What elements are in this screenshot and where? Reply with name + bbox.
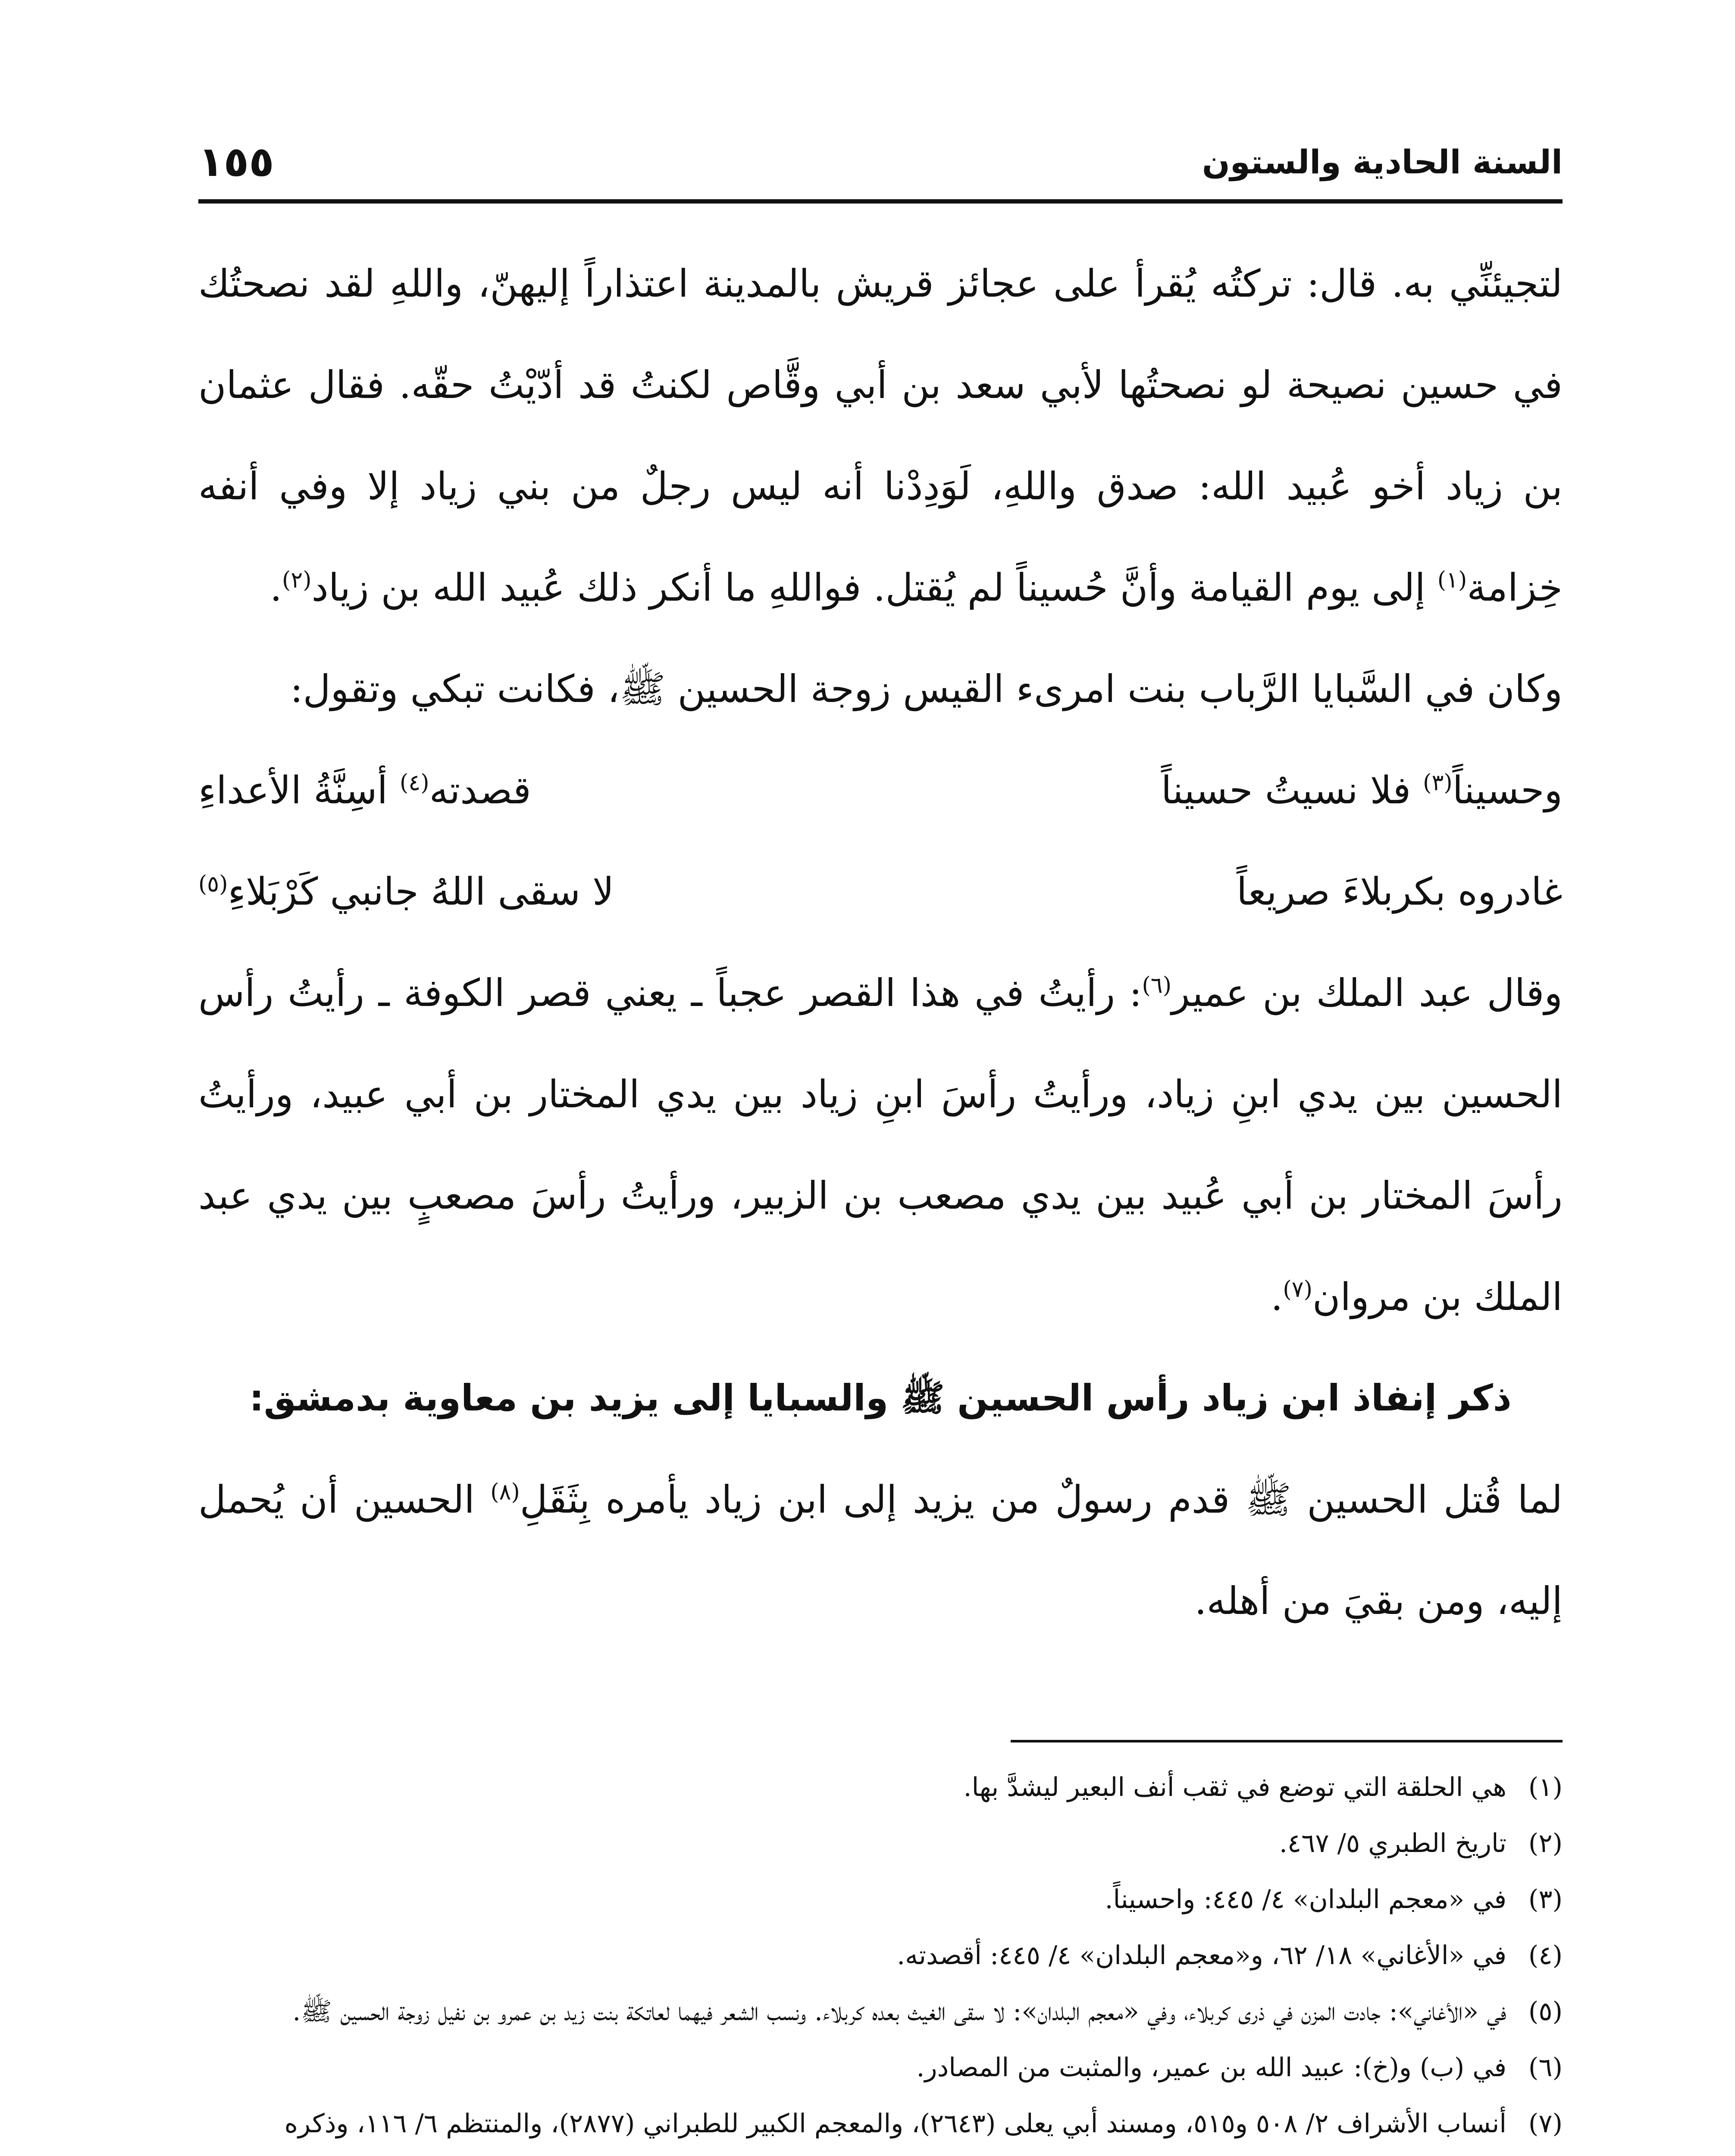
footnote — [198, 1759, 1563, 1815]
page-header — [198, 129, 1563, 194]
text-segment: : رأيتُ في هذا القصر عجباً ـ يعني قصر الكوفة ـ رأيتُ رأس الحسين بين يدي ابنِ زياد، ورأيتُ رأسَ ابنِ زياد بين يدي المختار بن أبي عبيد، ورأيتُ رأسَ المختار بن أبي عُبيد بين يدي مصعب بن الزبير، ورأيتُ رأسَ مصعبٍ بين يدي عبد الملك بن مروان — [198, 971, 1563, 1319]
text-segment: لتجيئنِّي به. قال: تركتُه يُقرأ على عجائز قريش بالمدينة اعتذاراً إليهنّ، واللهِ لقد نصحتُك في حسين نصيحة لو نصحتُها لأبي سعد بن أبي وقَّاص لكنتُ قد أدّيْتُ حقّه. فقال عثمان بن زياد أخو عُبيد الله: صدق واللهِ، لَوَدِدْنا أنه ليس رجلٌ من بني زياد إلا وفي أنفه خِزامة — [198, 261, 1563, 610]
footnote-number: (١) — [1528, 1772, 1563, 1802]
text-segment: لما قُتل الحسين ﷺ قدم رسولٌ من يزيد إلى ابن زياد يأمره بِثَقَلِ — [520, 1477, 1563, 1522]
footnote-text: في (ب) و(خ): عبيد الله بن عمير، والمثبت من المصادر. — [916, 2053, 1506, 2083]
poem-verse — [198, 740, 1563, 841]
footnote-number: (٤) — [1528, 1940, 1563, 1971]
footnotes — [198, 1759, 1563, 2156]
footnote-number: (٣) — [1528, 1884, 1563, 1915]
main-text — [198, 233, 1563, 1651]
text-segment: قصدته — [429, 768, 531, 812]
footnote-text: تاريخ الطبري ٥/ ٤٦٧. — [1279, 1828, 1506, 1858]
footnote-text: أنساب الأشراف ٢/ ٥٠٨ و٥١٥، ومسند أبي يعلى (٢٦٤٣)، والمعجم الكبير للطبراني (٢٨٧٧)، والمنتظم ٦/ ١١٦، وذكره — [284, 2109, 1506, 2139]
footnote-marker: (٥) — [198, 871, 228, 897]
footnote-rule — [1011, 1740, 1563, 1742]
paragraph-group — [198, 942, 1563, 1348]
footnote — [198, 1927, 1563, 1984]
paragraph-group — [198, 1449, 1563, 1651]
text-segment: وقال عبد الملك بن عمير — [1171, 971, 1563, 1015]
running-title: السنة الحادية والستون — [1202, 142, 1563, 181]
hemistich-second — [198, 740, 826, 841]
hemistich-first — [935, 841, 1563, 942]
footnote-marker: (٨) — [490, 1479, 520, 1505]
footnote-number: (٥) — [1528, 1996, 1563, 2027]
footnote — [198, 1984, 1563, 2040]
footnote-text: هي الحلقة التي توضع في ثقب أنف البعير ليشدَّ بها. — [963, 1772, 1506, 1802]
poem-verse — [198, 841, 1563, 942]
footnote — [198, 1871, 1563, 1927]
footnote-marker: (١) — [1437, 567, 1467, 593]
poem — [198, 740, 1563, 942]
text-segment: إلى يوم القيامة وأنَّ حُسيناً لم يُقتل. فواللهِ ما أنكر ذلك عُبيد الله بن زياد — [311, 565, 1437, 610]
hemistich-second — [198, 841, 826, 942]
text-segment: غادروه بكربلاءَ صريعاً — [1236, 869, 1563, 914]
text-segment: لا سقى اللهُ جانبي كَرْبَلاءِ — [228, 869, 614, 914]
footnote-text: في «الأغاني»: جادت المزن في ذرى كربلاء، وفي «معجم البلدان»: لا سقى الغيث بعده كربلاء. ونسب الشعر فيهما لعاتكة بنت زيد بن عمرو بن نفيل زوجة الحسين ﷺ. — [292, 1996, 1506, 2027]
hemistich-first — [935, 740, 1563, 841]
text-segment: فلا نسيتُ حسيناً — [1161, 768, 1423, 812]
header-rule — [198, 199, 1563, 204]
paragraph — [198, 942, 1563, 1348]
footnote-text: في «الأغاني» ١٨/ ٦٢، و«معجم البلدان» ٤/ ٤٤٥: أقصدته. — [897, 1940, 1506, 1971]
footnote-marker: (٤) — [400, 770, 429, 796]
footnote — [198, 1815, 1563, 1871]
page-number: ١٥٥ — [198, 138, 274, 186]
footnote-number: (٦) — [1528, 2053, 1563, 2083]
text-segment: وحسيناً — [1452, 768, 1563, 812]
text-segment: وكان في السَّبايا الرَّباب بنت امرىء القيس زوجة الحسين ﷺ، فكانت تبكي وتقول: — [290, 667, 1563, 711]
section-heading: ذكر إنفاذ ابن زياد رأس الحسين ﷺ والسبايا إلى يزيد بن معاوية بدمشق: — [249, 1377, 1512, 1419]
footnote-marker: (٢) — [282, 567, 312, 593]
footnote-text: في «معجم البلدان» ٤/ ٤٤٥: واحسيناً. — [1105, 1884, 1506, 1915]
text-segment: أسِنَّةُ الأعداءِ — [198, 768, 400, 812]
footnote — [198, 2040, 1563, 2096]
footnote-marker: (٧) — [1283, 1276, 1312, 1303]
paragraph — [198, 1449, 1563, 1651]
paragraph-group — [198, 233, 1563, 740]
footnote-number: (٢) — [1528, 1828, 1563, 1858]
text-segment: الحسين أن يُحمل إليه، ومن بقيَ من أهله. — [198, 1477, 1563, 1623]
paragraph — [198, 233, 1563, 638]
footnote-number: (٧) — [1528, 2109, 1563, 2139]
footnote-marker: (٦) — [1142, 972, 1171, 999]
paragraph — [198, 638, 1563, 740]
footnote — [198, 2096, 1563, 2156]
text-segment: . — [270, 565, 282, 610]
footnote-marker: (٣) — [1423, 770, 1453, 796]
text-segment: . — [1271, 1275, 1283, 1319]
